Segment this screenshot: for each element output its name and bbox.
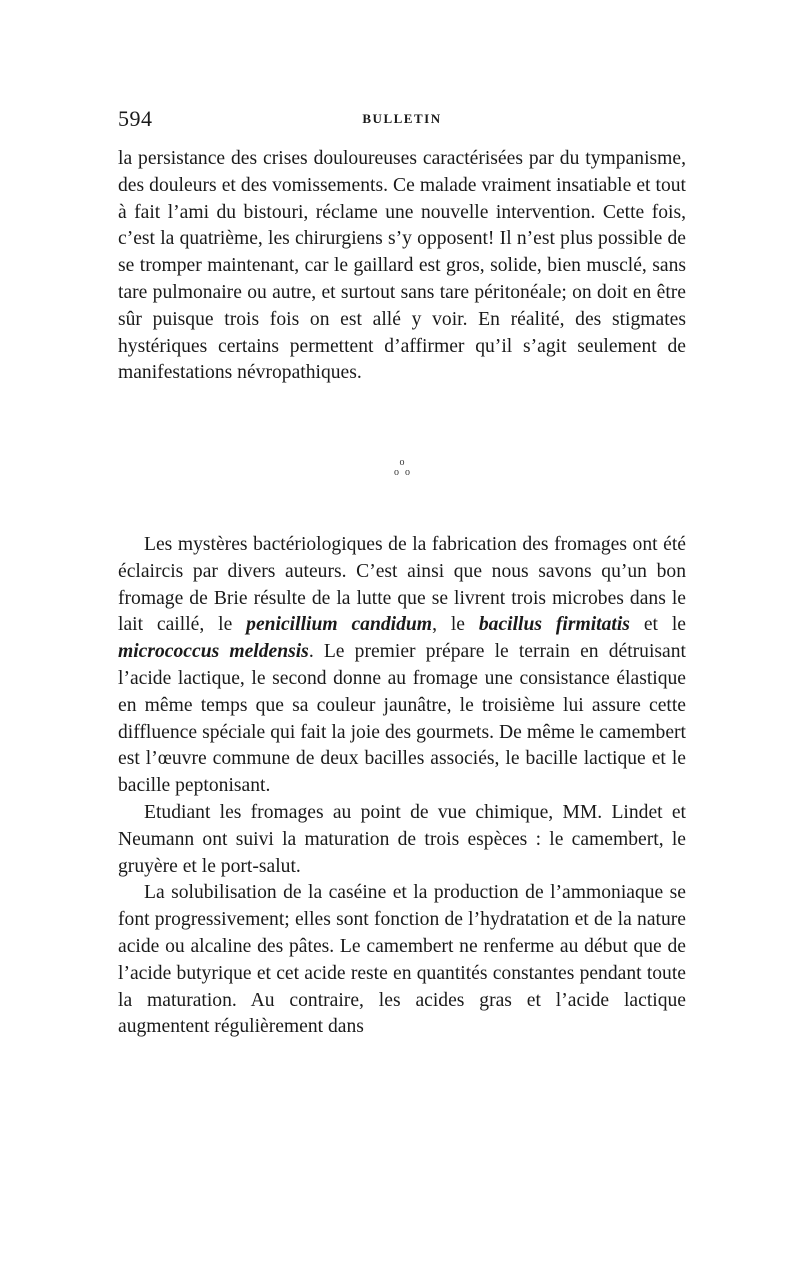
section-1 — [118, 146, 686, 387]
paragraph-chemical-study: Etudiant les fromages au point de vue chimique, MM. Lindet et Neumann ont suivi la maturation de trois espèces : le camembert, le gruyère et le port-salut. — [118, 801, 686, 877]
page-header — [118, 106, 686, 132]
paragraph-cheese-bacteriology — [118, 532, 686, 800]
species-name: micrococcus meldensis — [118, 641, 309, 663]
separator-bottom-glyphs: oo — [394, 467, 416, 478]
species-name: bacillus firmitatis — [478, 614, 630, 636]
paragraph-text: . Le premier prépare le terrain en détruisant l’acide lactique, le second donne au fromage une consistance élastique en même temps que sa couleur jaunâtre, le troisième lui assure cette diffluence spéciale qui fait la joie des gourmets. De même le camembert est l’œuvre commune de deux bacilles associés, le bacille lactique et le bacille peptonisant. — [118, 641, 686, 797]
paragraph-continuation: la persistance des crises douloureuses caractérisées par du tympanisme, des douleurs et des vomissements. Ce malade vraiment insatiable et tout à fait l’ami du bistouri, réclame une nouvelle intervention. Cette fois, c’est la quatrième, les chirurgiens s’y opposent! Il n’est plus possible de se tromper maintenant, car le gaillard est gros, solide, bien musclé, sans tare pulmonaire ou autre, et surtout sans tare péritonéale; on doit en être sûr puisque trois fois on est allé y voir. En réalité, des stigmates hystériques certains permettent d’affirmer qu’il s’agit seulement de manifestations névropathiques. — [118, 148, 686, 384]
paragraph-text: Les mystères bactériologiques de la fabrication des fromages ont été éclaircis par divers auteurs. C’est ainsi que nous savons qu’un bon fromage de Brie résulte de la lutte que se livrent trois microbes dans le lait caillé, le — [118, 534, 686, 636]
running-head: BULLETIN — [362, 111, 442, 126]
paragraph-text: , le — [432, 614, 479, 636]
page-number: 594 — [118, 106, 153, 131]
separator-top-glyph: o — [399, 457, 405, 468]
section-2 — [118, 532, 686, 1041]
document-page — [118, 0, 686, 1262]
paragraph-solubilisation: La solubilisation de la caséine et la production de l’ammoniaque se font progressivement; elles sont fonction de l’hydratation et de la nature acide ou alcaline des pâtes. Le camembert ne renferme au début que de l’acide butyrique et cet acide reste en quantités constantes pendant toute la maturation. Au contraire, les acides gras et l’acide lactique augmentent régulièrement dans — [118, 882, 686, 1038]
section-separator-ornament — [118, 458, 686, 482]
species-name: penicillium candidum — [246, 614, 433, 636]
paragraph-text: et le — [629, 614, 686, 636]
